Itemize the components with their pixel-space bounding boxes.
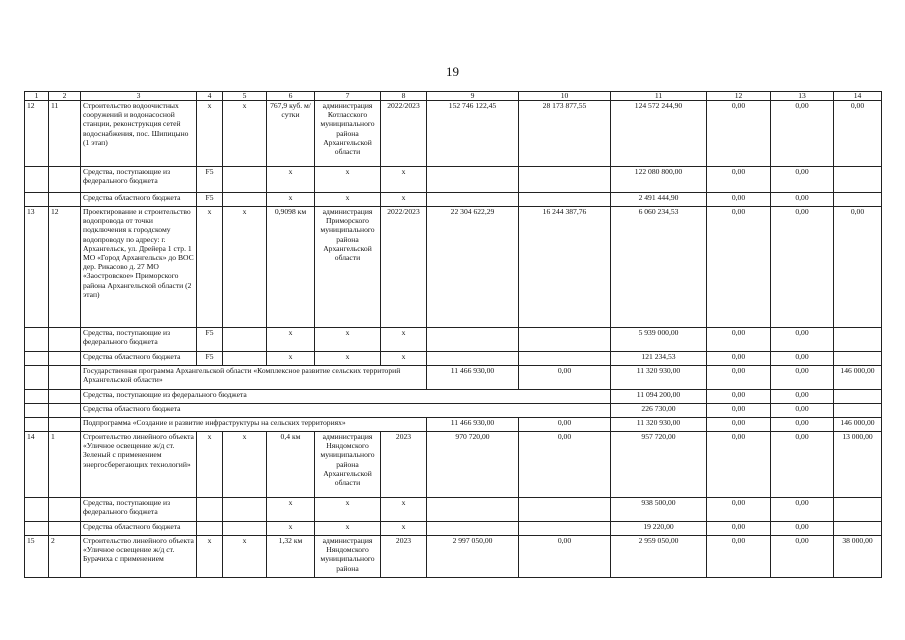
amount: 0,00 xyxy=(707,167,771,193)
cell: х xyxy=(315,352,381,366)
table-row xyxy=(25,167,882,193)
source-name: Средства областного бюджета xyxy=(81,193,197,207)
object-name: Строительство линейного объекта «Уличное освещение ж/д ст. Зеленый с применением энергосберегающих технологий» xyxy=(81,432,197,498)
cell xyxy=(519,498,611,522)
amount: 0,00 xyxy=(771,536,834,578)
cell: х xyxy=(223,432,267,498)
cell xyxy=(223,352,267,366)
item-number: 1 xyxy=(49,432,81,498)
amount: 0,00 xyxy=(771,207,834,328)
cell xyxy=(427,352,519,366)
cell xyxy=(49,193,81,207)
cell: х xyxy=(315,328,381,352)
table-row xyxy=(25,366,882,390)
table-row xyxy=(25,404,882,418)
amount: 0,00 xyxy=(771,366,834,390)
cell xyxy=(25,390,49,404)
col-header: 8 xyxy=(381,92,427,101)
capacity: 0,9098 км xyxy=(267,207,315,328)
col-header: 1 xyxy=(25,92,49,101)
col-header: 6 xyxy=(267,92,315,101)
source-name: Средства, поступающие из федерального бюджета xyxy=(81,498,197,522)
program-name: Государственная программа Архангельской области «Комплексное развитие сельских территорий Архангельской области» xyxy=(81,366,427,390)
amount: 13 000,00 xyxy=(834,432,882,498)
amount: 0,00 xyxy=(707,101,771,167)
cell xyxy=(25,167,49,193)
amount: 0,00 xyxy=(707,432,771,498)
amount: 226 730,00 xyxy=(611,404,707,418)
cell xyxy=(223,328,267,352)
source-name: Средства областного бюджета xyxy=(81,352,197,366)
cell xyxy=(49,522,81,536)
cell xyxy=(49,352,81,366)
col-header: 7 xyxy=(315,92,381,101)
row-number: 12 xyxy=(25,101,49,167)
col-header: 14 xyxy=(834,92,882,101)
cell xyxy=(519,167,611,193)
amount: 0,00 xyxy=(707,390,771,404)
amount: 6 060 234,53 xyxy=(611,207,707,328)
cell xyxy=(25,404,49,418)
row-number: 15 xyxy=(25,536,49,578)
amount: 11 094 200,00 xyxy=(611,390,707,404)
amount: 28 173 877,55 xyxy=(519,101,611,167)
cell xyxy=(519,193,611,207)
cell xyxy=(223,167,267,193)
amount: 0,00 xyxy=(707,352,771,366)
cell: х xyxy=(267,193,315,207)
amount: 152 746 122,45 xyxy=(427,101,519,167)
col-header: 2 xyxy=(49,92,81,101)
table-row xyxy=(25,328,882,352)
table-row xyxy=(25,418,882,432)
amount: 0,00 xyxy=(707,522,771,536)
amount: 19 220,00 xyxy=(611,522,707,536)
cell xyxy=(49,328,81,352)
amount: 0,00 xyxy=(707,366,771,390)
amount: 0,00 xyxy=(707,193,771,207)
cell: х xyxy=(381,167,427,193)
amount: 0,00 xyxy=(834,101,882,167)
amount: 0,00 xyxy=(771,522,834,536)
col-header: 13 xyxy=(771,92,834,101)
source-name: Средства, поступающие из федерального бюджета xyxy=(81,390,611,404)
cell: х xyxy=(381,352,427,366)
cell: F5 xyxy=(197,352,223,366)
cell: х xyxy=(197,432,223,498)
amount: 22 304 622,29 xyxy=(427,207,519,328)
cell: х xyxy=(267,498,315,522)
cell xyxy=(25,193,49,207)
amount: 0,00 xyxy=(771,390,834,404)
amount: 0,00 xyxy=(519,432,611,498)
cell: х xyxy=(197,101,223,167)
cell xyxy=(427,193,519,207)
col-header: 5 xyxy=(223,92,267,101)
cell: F5 xyxy=(197,193,223,207)
cell xyxy=(49,366,81,390)
source-name: Средства областного бюджета xyxy=(81,522,197,536)
cell xyxy=(25,328,49,352)
cell: х xyxy=(381,522,427,536)
source-name: Средства областного бюджета xyxy=(81,404,611,418)
cell xyxy=(834,167,882,193)
cell: х xyxy=(315,522,381,536)
cell xyxy=(519,352,611,366)
amount: 0,00 xyxy=(771,418,834,432)
cell: F5 xyxy=(197,167,223,193)
amount: 970 720,00 xyxy=(427,432,519,498)
col-header: 9 xyxy=(427,92,519,101)
cell: х xyxy=(315,498,381,522)
amount: 0,00 xyxy=(707,404,771,418)
amount: 121 234,53 xyxy=(611,352,707,366)
years: 2022/2023 xyxy=(381,207,427,328)
amount: 38 000,00 xyxy=(834,536,882,578)
table-row xyxy=(25,498,882,522)
amount: 11 320 930,00 xyxy=(611,418,707,432)
organization: администрация Приморского муниципального района Архангельской области xyxy=(315,207,381,328)
cell xyxy=(834,522,882,536)
amount: 0,00 xyxy=(707,207,771,328)
cell xyxy=(223,522,267,536)
col-header: 11 xyxy=(611,92,707,101)
amount: 0,00 xyxy=(771,328,834,352)
amount: 0,00 xyxy=(771,404,834,418)
row-number: 13 xyxy=(25,207,49,328)
organization: администрация Котласского муниципального района Архангельской области xyxy=(315,101,381,167)
object-name: Строительство линейного объекта «Уличное освещение ж/д ст. Бурачиха с применением xyxy=(81,536,197,578)
cell: х xyxy=(223,536,267,578)
amount: 5 939 000,00 xyxy=(611,328,707,352)
source-name: Средства, поступающие из федерального бюджета xyxy=(81,328,197,352)
amount: 938 500,00 xyxy=(611,498,707,522)
amount: 0,00 xyxy=(707,328,771,352)
cell: х xyxy=(197,536,223,578)
col-header: 10 xyxy=(519,92,611,101)
cell: х xyxy=(267,352,315,366)
subprogram-name: Подпрограмма «Создание и развитие инфраструктуры на сельских территориях» xyxy=(81,418,427,432)
cell: х xyxy=(381,193,427,207)
cell xyxy=(49,390,81,404)
column-number-row xyxy=(25,92,882,101)
table-row xyxy=(25,536,882,578)
page-number: 19 xyxy=(446,64,459,79)
cell xyxy=(834,352,882,366)
cell: х xyxy=(267,167,315,193)
amount: 11 466 930,00 xyxy=(427,418,519,432)
cell: х xyxy=(267,522,315,536)
cell xyxy=(49,404,81,418)
source-name: Средства, поступающие из федерального бюджета xyxy=(81,167,197,193)
cell xyxy=(834,404,882,418)
item-number: 12 xyxy=(49,207,81,328)
amount: 0,00 xyxy=(771,101,834,167)
cell xyxy=(427,522,519,536)
amount: 0,00 xyxy=(707,498,771,522)
table-row xyxy=(25,432,882,498)
cell xyxy=(834,193,882,207)
amount: 146 000,00 xyxy=(834,366,882,390)
cell xyxy=(25,522,49,536)
amount: 11 466 930,00 xyxy=(427,366,519,390)
years: 2022/2023 xyxy=(381,101,427,167)
col-header: 4 xyxy=(197,92,223,101)
cell: F5 xyxy=(197,328,223,352)
table-row xyxy=(25,522,882,536)
cell xyxy=(427,498,519,522)
cell xyxy=(25,498,49,522)
organization: администрация Няндомского муниципального района Архангельской области xyxy=(315,432,381,498)
capacity: 1,32 км xyxy=(267,536,315,578)
cell xyxy=(427,167,519,193)
capacity: 767,9 куб. м/ сутки xyxy=(267,101,315,167)
cell xyxy=(49,418,81,432)
budget-table xyxy=(24,91,882,578)
cell xyxy=(197,522,223,536)
amount: 122 080 800,00 xyxy=(611,167,707,193)
cell xyxy=(223,498,267,522)
object-name: Строительство водоочистных сооружений и водонасосной станции, реконструкция сетей водоснабжения, пос. Шипицыно (1 этап) xyxy=(81,101,197,167)
col-header: 3 xyxy=(81,92,197,101)
cell xyxy=(223,193,267,207)
amount: 0,00 xyxy=(707,418,771,432)
amount: 2 959 050,00 xyxy=(611,536,707,578)
years: 2023 xyxy=(381,536,427,578)
amount: 0,00 xyxy=(771,432,834,498)
row-number: 14 xyxy=(25,432,49,498)
amount: 0,00 xyxy=(519,366,611,390)
cell xyxy=(49,167,81,193)
amount: 957 720,00 xyxy=(611,432,707,498)
amount: 0,00 xyxy=(771,193,834,207)
table-row xyxy=(25,193,882,207)
cell: х xyxy=(197,207,223,328)
amount: 0,00 xyxy=(771,352,834,366)
cell: х xyxy=(223,101,267,167)
amount: 146 000,00 xyxy=(834,418,882,432)
table-row xyxy=(25,101,882,167)
amount: 2 491 444,90 xyxy=(611,193,707,207)
cell xyxy=(25,418,49,432)
amount: 2 997 050,00 xyxy=(427,536,519,578)
amount: 0,00 xyxy=(834,207,882,328)
amount: 16 244 387,76 xyxy=(519,207,611,328)
amount: 0,00 xyxy=(771,167,834,193)
years: 2023 xyxy=(381,432,427,498)
amount: 0,00 xyxy=(771,498,834,522)
cell: х xyxy=(267,328,315,352)
cell xyxy=(427,328,519,352)
table-row xyxy=(25,352,882,366)
cell xyxy=(25,352,49,366)
cell xyxy=(834,390,882,404)
cell xyxy=(834,498,882,522)
amount: 124 572 244,90 xyxy=(611,101,707,167)
cell: х xyxy=(315,167,381,193)
col-header: 12 xyxy=(707,92,771,101)
item-number: 2 xyxy=(49,536,81,578)
cell: х xyxy=(381,328,427,352)
cell: х xyxy=(381,498,427,522)
cell xyxy=(519,522,611,536)
amount: 0,00 xyxy=(707,536,771,578)
capacity: 0,4 км xyxy=(267,432,315,498)
amount: 0,00 xyxy=(519,536,611,578)
cell xyxy=(519,328,611,352)
cell: х xyxy=(223,207,267,328)
item-number: 11 xyxy=(49,101,81,167)
amount: 11 320 930,00 xyxy=(611,366,707,390)
cell: х xyxy=(315,193,381,207)
cell xyxy=(197,498,223,522)
cell xyxy=(25,366,49,390)
cell xyxy=(49,498,81,522)
table-row xyxy=(25,390,882,404)
object-name: Проектирование и строительство водопровода от точки подключения к городскому водопроводу по адресу: г. Архангельск, ул. Дрейера 1 стр. 1 МО «Город Архангельск» до ВОС дер. Рикасово д. 27 МО «Заостровское» Приморского района Архангельской области (2 этап) xyxy=(81,207,197,328)
table-row xyxy=(25,207,882,328)
amount: 0,00 xyxy=(519,418,611,432)
organization: администрация Няндомского муниципального района xyxy=(315,536,381,578)
cell xyxy=(834,328,882,352)
